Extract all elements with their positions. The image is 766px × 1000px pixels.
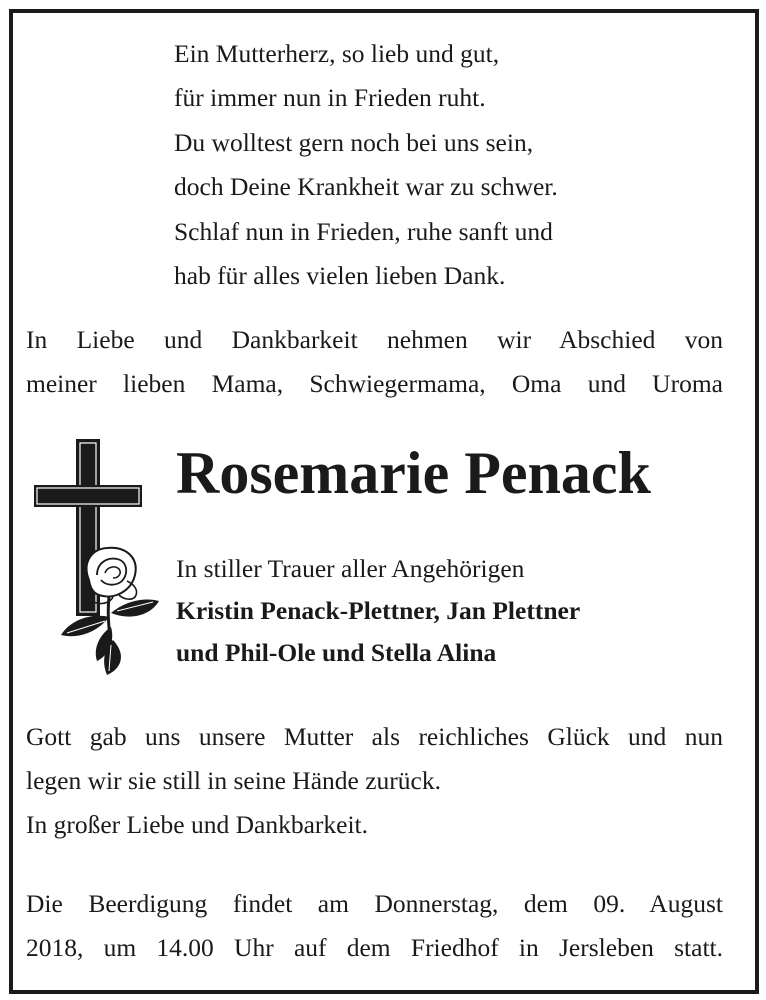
poem-line: Du wolltest gern noch bei uns sein, (174, 127, 534, 157)
poem-line: Schlaf nun in Frieden, ruhe sanft und (174, 216, 553, 246)
rose-icon (61, 548, 159, 675)
deceased-name: Rosemarie Penack (176, 440, 651, 506)
closing-line: Gott gab uns unsere Mutter als reichliches Glück und nun (26, 722, 723, 751)
funeral-line: 2018, um 14.00 Uhr auf dem Friedhof in Jersleben statt. (26, 933, 723, 962)
intro-line: In Liebe und Dankbarkeit nehmen wir Abschied von (26, 325, 723, 354)
funeral-line: Die Beerdigung findet am Donnerstag, dem 09. August (26, 889, 723, 918)
memorial-poem (174, 32, 694, 298)
mourners-heading: In stiller Trauer aller Angehörigen (176, 554, 525, 583)
mourners-block (176, 548, 580, 674)
poem-line: für immer nun in Frieden ruht. (174, 83, 486, 113)
intro-line: meiner lieben Mama, Schwiegermama, Oma und Uroma (26, 369, 723, 398)
mourners-names: Kristin Penack-Plettner, Jan Plettner (176, 596, 581, 625)
mourners-names: und Phil-Ole und Stella Alina (176, 638, 497, 667)
cross-icon (27, 435, 172, 680)
funeral-notice (26, 882, 723, 970)
closing-line: legen wir sie still in seine Hände zurück. (26, 766, 441, 795)
cross-with-rose (27, 435, 172, 680)
closing-line: In großer Liebe und Dankbarkeit. (26, 810, 368, 839)
poem-line: hab für alles vielen lieben Dank. (174, 261, 506, 291)
poem-line: Ein Mutterherz, so lieb und gut, (174, 39, 500, 68)
farewell-intro (26, 318, 723, 406)
poem-line: doch Deine Krankheit war zu schwer. (174, 172, 558, 202)
closing-text (26, 715, 723, 847)
